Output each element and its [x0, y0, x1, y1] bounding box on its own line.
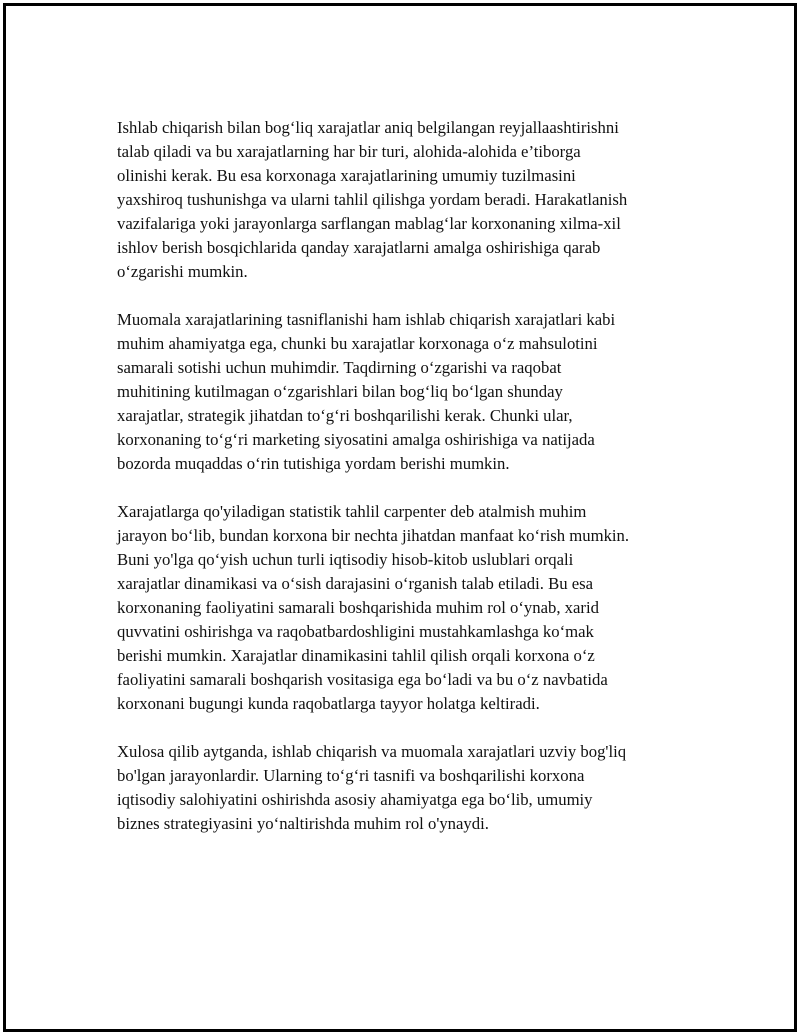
- text-line: korxonaning to‘g‘ri marketing siyosatini amalga oshirishiga va natijada: [117, 430, 595, 449]
- text-line: muhitining kutilmagan o‘zgarishlari bilan bog‘liq bo‘lgan shunday: [117, 382, 563, 401]
- text-line: korxonaning faoliyatini samarali boshqarishida muhim rol o‘ynab, xarid: [117, 598, 599, 617]
- text-line: bo'lgan jarayonlardir. Ularning to‘g‘ri tasnifi va boshqarilishi korxona: [117, 766, 585, 785]
- text-line: xarajatlar, strategik jihatdan to‘g‘ri boshqarilishi kerak. Chunki ular,: [117, 406, 573, 425]
- text-line: Buni yo'lga qo‘yish uchun turli iqtisodiy hisob-kitob uslublari orqali: [117, 550, 574, 569]
- text-line: iqtisodiy salohiyatini oshirishda asosiy ahamiyatga ega bo‘lib, umumiy: [117, 790, 593, 809]
- paragraph-3: [117, 500, 692, 716]
- text-line: bozorda muqaddas o‘rin tutishiga yordam berishi mumkin.: [117, 454, 510, 473]
- text-line: ishlov berish bosqichlarida qanday xarajatlarni amalga oshirishiga qarab: [117, 238, 601, 257]
- text-line: Xulosa qilib aytganda, ishlab chiqarish va muomala xarajatlari uzviy bog'liq: [117, 742, 627, 761]
- text-line: yaxshiroq tushunishga va ularni tahlil qilishga yordam beradi. Harakatlanish: [117, 190, 628, 209]
- text-line: vazifalariga yoki jarayonlarga sarflangan mablag‘lar korxonaning xilma-xil: [117, 214, 621, 233]
- text-line: Xarajatlarga qo'yiladigan statistik tahlil carpenter deb atalmish muhim: [117, 502, 587, 521]
- paragraph-1: [117, 116, 692, 284]
- text-line: o‘zgarishi mumkin.: [117, 262, 248, 281]
- text-line: Muomala xarajatlarining tasniflanishi ham ishlab chiqarish xarajatlari kabi: [117, 310, 616, 329]
- text-line: quvvatini oshirishga va raqobatbardoshligini mustahkamlashga ko‘mak: [117, 622, 594, 641]
- text-line: jarayon bo‘lib, bundan korxona bir nechta jihatdan manfaat ko‘rish mumkin.: [117, 526, 630, 545]
- paragraph-2: [117, 308, 692, 476]
- text-line: korxonani bugungi kunda raqobatlarga tayyor holatga keltiradi.: [117, 694, 540, 713]
- paragraph-4: [117, 740, 692, 836]
- text-line: biznes strategiyasini yo‘naltirishda muhim rol o'ynaydi.: [117, 814, 489, 833]
- text-line: xarajatlar dinamikasi va o‘sish darajasini o‘rganish talab etiladi. Bu esa: [117, 574, 594, 593]
- text-line: Ishlab chiqarish bilan bog‘liq xarajatlar aniq belgilangan reyjallaashtirishni: [117, 118, 619, 137]
- document-body: [117, 116, 692, 860]
- text-line: muhim ahamiyatga ega, chunki bu xarajatlar korxonaga o‘z mahsulotini: [117, 334, 598, 353]
- text-line: samarali sotishi uchun muhimdir. Taqdirning o‘zgarishi va raqobat: [117, 358, 562, 377]
- text-line: berishi mumkin. Xarajatlar dinamikasini tahlil qilish orqali korxona o‘z: [117, 646, 595, 665]
- text-line: faoliyatini samarali boshqarish vositasiga ega bo‘ladi va bu o‘z navbatida: [117, 670, 608, 689]
- text-line: olinishi kerak. Bu esa korxonaga xarajatlarining umumiy tuzilmasini: [117, 166, 576, 185]
- text-line: talab qiladi va bu xarajatlarning har bir turi, alohida-alohida e’tiborga: [117, 142, 581, 161]
